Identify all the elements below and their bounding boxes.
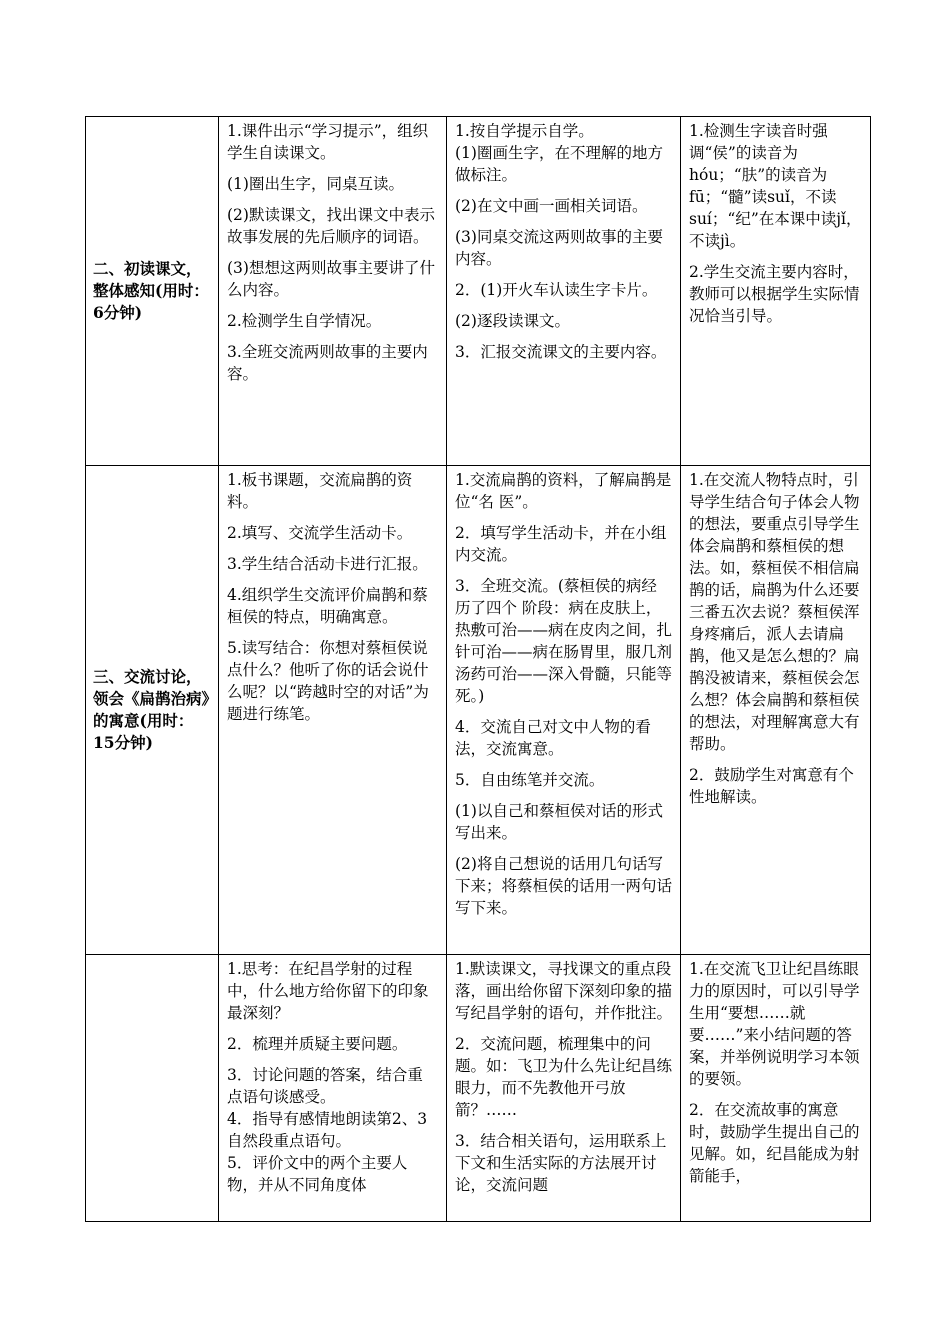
paragraph: 5．自由练笔并交流。 [455, 771, 605, 789]
paragraph: 1.课件出示“学习提示”，组织学生自读课文。 [227, 122, 429, 162]
paragraph: 1.默读课文，寻找课文的重点段落，画出给你留下深刻印象的描写纪昌学射的语句，并作批注。 [455, 960, 672, 1022]
paragraph: 3．汇报交流课文的主要内容。 [455, 343, 667, 361]
paragraph: 4.组织学生交流评价扁鹊和蔡桓侯的特点，明确寓意。 [227, 586, 428, 626]
design-notes-cell [681, 117, 871, 466]
paragraph: 1.思考：在纪昌学射的过程中，什么地方给你留下的印象最深刻？ [227, 960, 429, 1022]
stage-cell: 二、初读课文，整体感知(用时：6分钟) [86, 117, 219, 466]
paragraph: 5.读写结合：你想对蔡桓侯说点什么？他听了你的话会说什么呢？以“跨越时空的对话”为题进行练笔。 [227, 639, 429, 723]
teacher-activity-cell [219, 117, 447, 466]
design-notes-cell [681, 955, 871, 1222]
paragraph: 1.板书课题，交流扁鹊的资料。 [227, 471, 413, 511]
paragraph: (3)同桌交流这两则故事的主要内容。 [455, 228, 663, 268]
teacher-activity-cell [219, 466, 447, 955]
paragraph: 2.检测学生自学情况。 [227, 312, 382, 330]
paragraph: 2．梳理并质疑主要问题。 [227, 1035, 408, 1053]
student-activity-cell [447, 955, 681, 1222]
paragraph: 5．评价文中的两个主要人物，并从不同角度体 [227, 1154, 408, 1194]
paragraph: 1.在交流飞卫让纪昌练眼力的原因时，可以引导学生用“要想……就要……”来小结问题的答案，并举例说明学习本领的要领。 [689, 960, 860, 1088]
student-activity-cell [447, 466, 681, 955]
paragraph: (2)逐段读课文。 [455, 312, 570, 330]
stage-cell: 三、交流讨论，领会《扁鹊治病》的寓意(用时：15分钟) [86, 466, 219, 955]
paragraph: 4．交流自己对文中人物的看法，交流寓意。 [455, 718, 651, 758]
paragraph: 2．鼓励学生对寓意有个性地解读。 [689, 766, 854, 806]
stage-cell [86, 955, 219, 1222]
paragraph: 2.填写、交流学生活动卡。 [227, 524, 413, 542]
paragraph: 2．交流问题，梳理集中的问题。如：飞卫为什么先让纪昌练眼力，而不先教他开弓放箭？…… [455, 1035, 672, 1119]
table-row [86, 117, 871, 466]
design-notes-cell [681, 466, 871, 955]
paragraph: 2.学生交流主要内容时，教师可以根据学生实际情况恰当引导。 [689, 263, 860, 325]
paragraph: 2．填写学生活动卡，并在小组内交流。 [455, 524, 667, 564]
teacher-activity-cell [219, 955, 447, 1222]
student-activity-cell [447, 117, 681, 466]
paragraph: 1.交流扁鹊的资料，了解扁鹊是位“名 医”。 [455, 471, 672, 511]
paragraph: (2)默读课文，找出课文中表示故事发展的先后顺序的词语。 [227, 206, 435, 246]
paragraph: (1)圈画生字，在不理解的地方做标注。 [455, 144, 663, 184]
paragraph: (1)以自己和蔡桓侯对话的形式写出来。 [455, 802, 663, 842]
table-row [86, 955, 871, 1222]
paragraph: (2)在文中画一画相关词语。 [455, 197, 648, 215]
paragraph: 4．指导有感情地朗读第2、3自然段重点语句。 [227, 1110, 428, 1150]
paragraph: 2．在交流故事的寓意时，鼓励学生提出自己的见解。如，纪昌能成为射箭能手， [689, 1101, 860, 1185]
paragraph: 1.按自学提示自学。 [455, 122, 594, 140]
paragraph: 1.在交流人物特点时，引导学生结合句子体会人物的想法，要重点引导学生体会扁鹊和蔡桓侯的想法。如，蔡桓侯不相信扁鹊的话，扁鹊为什么还要三番五次去说？蔡桓侯浑身疼痛后，派人去请扁鹊，他又是怎么想的？扁鹊没被请来，蔡桓侯会怎么想？体会扁鹊和蔡桓侯的想法，对理解寓意大有帮助。 [689, 471, 860, 753]
paragraph: 3．全班交流。(蔡桓侯的病经历了四个 阶段：病在皮肤上，热敷可治——病在皮肉之间，扎针可治——病在肠胃里，服几剂汤药可治——深入骨髓，只能等死。) [455, 577, 673, 705]
paragraph: 3.学生结合活动卡进行汇报。 [227, 555, 428, 573]
paragraph: (2)将自己想说的话用几句话写下来；将蔡桓侯的话用一两句话写下来。 [455, 855, 673, 917]
table-row [86, 466, 871, 955]
paragraph: 1.检测生字读音时强调“侯”的读音为hóu；“肤”的读音为fū；“髓”读suǐ，不读suí；“纪”在本课中读jǐ，不读jì。 [689, 122, 862, 250]
paragraph: 3．结合相关语句，运用联系上下文和生活实际的方法展开讨论，交流问题 [455, 1132, 667, 1194]
paragraph: 2．(1)开火车认读生字卡片。 [455, 281, 658, 299]
paragraph: 3.全班交流两则故事的主要内容。 [227, 343, 428, 383]
paragraph: 3．讨论问题的答案，结合重点语句谈感受。 [227, 1066, 423, 1106]
lesson-plan-table [85, 116, 871, 1222]
paragraph: (1)圈出生字，同桌互读。 [227, 175, 404, 193]
paragraph: (3)想想这两则故事主要讲了什么内容。 [227, 259, 435, 299]
